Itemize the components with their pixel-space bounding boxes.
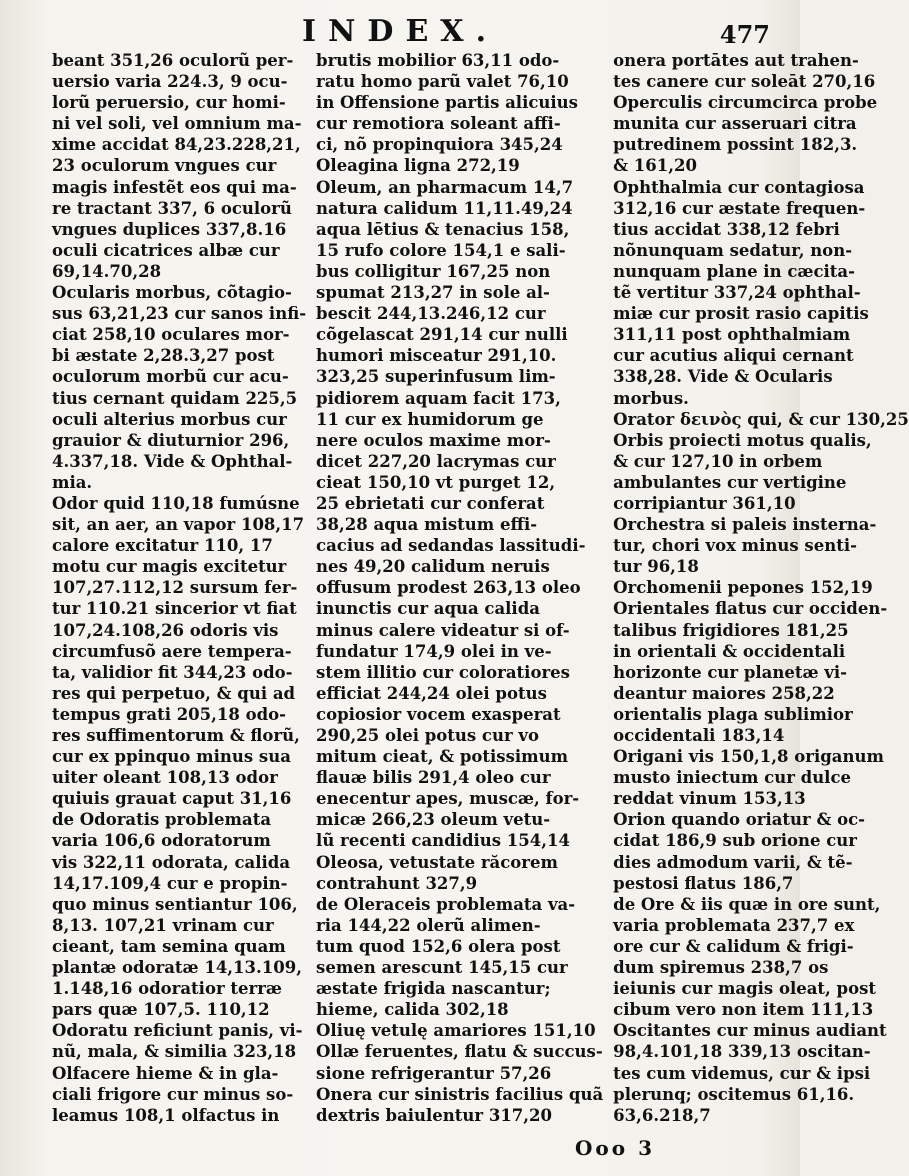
index-entry-line: nunquam plane in cæcita- [613,261,855,281]
index-entry-line: bescit 244,13.246,12 cur [316,304,546,324]
index-entry [613,50,909,92]
index-entry-line: ambulantes cur vertigine [613,472,847,492]
index-entry-line: beant 351,26 oculorũ per- [52,51,294,70]
index-entry-line: pidiorem aquam facit 173, [316,388,561,408]
index-entry-line: spumat 213,27 in sole al- [316,283,550,303]
index-entry-line: ratu homo parũ valet 76,10 [316,72,569,92]
index-entry-line: de Oleraceis problemata va- [316,894,576,914]
index-entry-line: tempus grati 205,18 odo- [52,704,286,724]
index-entry-line: cur ex ppinquo minus sua [52,747,291,767]
index-entry-line: sit, an aer, an vapor 108,17 [52,515,305,535]
index-entry [613,177,909,409]
index-entry-line: lũ recenti candidius 154,14 [316,831,570,851]
index-entry-line: tius accidat 338,12 febri [613,219,840,239]
index-entry-line: sione refrigerantur 57,26 [316,1063,552,1083]
index-entry [613,92,909,176]
index-entry-line: res qui perpetuo, & qui ad [52,683,296,703]
index-entry [52,493,306,1126]
index-entry-line: vngues duplices 337,8.16 [52,219,287,239]
index-entry-line: natura calidum 11,11.49,24 [316,198,573,218]
index-entry [613,746,909,809]
index-entry-line: res suffimentorum & florũ, [52,726,300,745]
index-entry [613,514,909,577]
index-entry-line: 98,4.101,18 339,13 oscitan- [613,1042,871,1062]
index-entry-line: tur 110.21 sincerior vt fiat [52,599,297,619]
index-entry-line: hieme, calida 302,18 [316,1000,509,1020]
index-entry-line: mitum cieat, & potissimum [316,747,569,767]
index-entry-line: horizonte cur planetæ vi- [613,662,847,682]
index-entry-line: talibus frigidiores 181,25 [613,620,849,640]
index-entry-line: æstate frigida nascantur; [316,979,551,999]
index-entry-line: & 161,20 [613,156,697,176]
index-entry-line: pestosi flatus 186,7 [613,873,794,893]
index-entry-line: semen arescunt 145,15 cur [316,958,568,978]
index-entry-line: Origani vis 150,1,8 origanum [613,747,884,767]
index-entry-line: 338,28. Vide & Ocularis [613,367,833,387]
index-entry-line: reddat vinum 153,13 [613,789,806,809]
index-entry-line: leamus 108,1 olfactus in [52,1105,280,1125]
index-entry-line: ta, validior fit 344,23 odo- [52,662,293,682]
index-entry-line: ieiunis cur magis oleat, post [613,979,876,999]
index-entry-line: xime accidat 84,23.228,21, [52,135,301,155]
index-entry-line: 1.148,16 odoratior terræ [52,979,282,999]
index-entry-line: tes cum videmus, cur & ipsi [613,1063,871,1083]
index-entry [613,894,909,1021]
index-entry-line: occidentali 183,14 [613,726,785,745]
index-entry-line: 107,24.108,26 odoris vis [52,620,279,640]
index-entry-line: ciali frigore cur minus so- [52,1084,294,1104]
index-entry-line: nere oculos maxime mor- [316,430,551,450]
index-entry-line: 323,25 superinfusum lim- [316,367,556,387]
index-entry-line: offusum prodest 263,13 oleo [316,578,581,598]
index-entry-line: lorũ peruersio, cur homi- [52,93,286,113]
index-column-middle [316,50,604,1125]
index-entry-line: oculi alterius morbus cur [52,409,287,429]
index-entry-line: Odoratu reficiunt panis, vi- [52,1021,303,1041]
index-entry-line: Orchomenii pepones 152,19 [613,578,873,598]
index-entry-line: pars quæ 107,5. 110,12 [52,1000,270,1020]
index-entry-line: 8,13. 107,21 vrinam cur [52,915,274,935]
index-entry-line: Ollæ feruentes, flatu & succus- [316,1042,603,1062]
index-entry-line: Oleosa, vetustate răcorem [316,852,558,872]
index-entry-line: varia problemata 237,7 ex [613,915,855,935]
index-entry-line: oculi cicatrices albæ cur [52,240,280,260]
index-entry-line: micæ 266,23 oleum vetu- [316,810,551,830]
index-entry-line: tẽ vertitur 337,24 ophthal- [613,283,861,303]
index-entry-line: Onera cur sinistris facilius quã [316,1084,604,1104]
index-entry-line: magis infestẽt eos qui ma- [52,177,297,197]
index-entry-line: Oliuę vetulę amariores 151,10 [316,1021,596,1041]
index-entry-line: in Offensione partis alicuius [316,93,578,113]
index-entry-line: nũ, mala, & similia 323,18 [52,1042,297,1062]
index-entry-line: Orientales flatus cur occiden- [613,599,888,619]
index-entry-line: dum spiremus 238,7 os [613,958,829,978]
index-entry-line: cacius ad sedandas lassitudi- [316,536,586,556]
index-entry-line: quiuis grauat caput 31,16 [52,789,292,809]
index-entry-line: cidat 186,9 sub orione cur [613,831,857,851]
index-entry-line: Orchestra si paleis insterna- [613,515,877,535]
index-entry-line: Odor quid 110,18 fumúsne [52,493,300,513]
index-entry-line: varia 106,6 odoratorum [52,831,271,851]
index-entry-line: bus colligitur 167,25 non [316,261,551,281]
index-entry-line: mia. [52,472,93,492]
index-entry-line: Operculis circumcirca probe [613,93,878,113]
index-entry [316,50,603,155]
index-entry [613,577,909,598]
index-entry-line: Orion quando oriatur & oc- [613,810,865,830]
index-entry-line: 11 cur ex humidorum ge [316,409,544,429]
index-entry-line: 15 rufo colore 154,1 e sali- [316,240,566,260]
index-entry-line: tius cernant quidam 225,5 [52,388,298,408]
index-entry-line: cibum vero non item 111,13 [613,1000,874,1020]
index-entry-line: 312,16 cur æstate frequen- [613,198,866,218]
index-entry-line: dicet 227,20 lacrymas cur [316,451,556,471]
index-column-left [52,50,307,1125]
index-entry-line: miæ cur prosit rasio capitis [613,304,869,324]
index-entry-line: grauior & diuturnior 296, [52,430,290,450]
index-entry-line: Oscitantes cur minus audiant [613,1021,887,1041]
index-entry [316,1020,603,1041]
index-entry [316,155,603,176]
index-entry-line: Ocularis morbus, cõtagio- [52,283,292,303]
index-entry-line: Orbis proiecti motus qualis, [613,430,872,450]
index-entry [316,1084,603,1126]
index-entry-line: sus 63,21,23 cur sanos infi- [52,304,307,324]
index-entry-line: ore cur & calidum & frigi- [613,936,854,956]
index-entry-line: munita cur asseruari citra [613,114,857,134]
index-entry [316,894,603,1021]
index-entry-line: morbus. [613,388,689,408]
index-entry-line: onera portātes aut trahen- [613,51,859,70]
index-entry-line: ria 144,22 olerũ alimen- [316,915,541,935]
index-entry-line: 38,28 aqua mistum effi- [316,515,538,535]
index-entry-line: tes canere cur soleāt 270,16 [613,72,876,92]
index-entry-line: Ophthalmia cur contagiosa [613,177,865,197]
index-entry-line: dextris baiulentur 317,20 [316,1105,552,1125]
index-entry-line: musto iniectum cur dulce [613,768,851,788]
index-entry-line: ci, nõ propinquiora 345,24 [316,135,563,155]
index-entry-line: circumfusõ aere tempera- [52,641,292,661]
index-entry [316,177,603,894]
index-entry-line: contrahunt 327,9 [316,873,478,893]
index-entry-line: vis 322,11 odorata, calida [52,852,291,872]
index-entry-line: inunctis cur aqua calida [316,599,540,619]
index-entry-line: de Odoratis problemata [52,810,272,830]
index-entry-line: deantur maiores 258,22 [613,683,835,703]
index-entry-line: aqua lētius & tenacius 158, [316,219,570,239]
index-entry-line: oculorum morbũ cur acu- [52,367,289,387]
index-entry-line: cõgelascat 291,14 cur nulli [316,325,568,345]
index-entry [613,809,909,893]
index-column-right [613,50,909,1125]
index-entry-line: cieant, tam semina quam [52,936,286,956]
index-entry-line: plerunq; oscitemus 61,16. [613,1084,855,1104]
index-entry-line: flauæ bilis 291,4 oleo cur [316,768,551,788]
index-entry-line: 290,25 olei potus cur vo [316,726,539,745]
index-entry-line: calore excitatur 110, 17 [52,536,273,556]
index-entry-line: efficiat 244,24 olei potus [316,683,547,703]
index-entry-line: tum quod 152,6 olera post [316,936,561,956]
index-entry [52,50,306,282]
index-entry [613,598,909,746]
index-entry-line: motu cur magis excitetur [52,557,287,577]
index-entry-line: Olfacere hieme & in gla- [52,1063,279,1083]
index-entry-line: ciat 258,10 oculares mor- [52,325,290,345]
running-title: INDEX. [301,14,499,49]
page-header [0,10,800,50]
index-entry-line: 311,11 post ophthalmiam [613,325,851,345]
index-entry-line: Oleagina ligna 272,19 [316,156,520,176]
index-entry-line: Orator δεινὸς qui, & cur 130,25 [613,409,909,429]
index-entry-line: uiter oleant 108,13 odor [52,768,278,788]
index-entry-line: 14,17.109,4 cur e propin- [52,873,288,893]
index-entry-line: brutis mobilior 63,11 odo- [316,51,560,70]
index-entry-line: & cur 127,10 in orbem [613,451,823,471]
index-entry-line: nes 49,20 calidum neruis [316,557,550,577]
index-entry [613,1020,909,1125]
index-entry-line: fundatur 174,9 olei in ve- [316,641,552,661]
index-entry-line: minus calere videatur si of- [316,620,570,640]
index-columns [52,50,909,1125]
index-entry-line: 63,6.218,7 [613,1105,711,1125]
index-entry-line: 25 ebrietati cur conferat [316,493,545,513]
index-entry-line: 23 oculorum vngues cur [52,156,277,176]
index-entry-line: orientalis plaga sublimior [613,704,853,724]
index-entry-line: quo minus sentiantur 106, [52,894,298,914]
index-entry [613,430,909,514]
index-entry-line: cur remotiora soleant affi- [316,114,561,134]
index-entry-line: 107,27.112,12 sursum fer- [52,578,298,598]
index-entry-line: tur 96,18 [613,557,699,577]
index-entry-line: cieat 150,10 vt purget 12, [316,472,556,492]
index-entry-line: dies admodum varii, & tẽ- [613,852,853,872]
index-entry-line: uersio varia 224.3, 9 ocu- [52,72,288,92]
index-entry-line: nõnunquam sedatur, non- [613,240,853,260]
index-entry-line: Oleum, an pharmacum 14,7 [316,177,574,197]
index-entry-line: ni vel soli, vel omnium ma- [52,114,302,134]
index-entry-line: 69,14.70,28 [52,261,162,281]
index-entry-line: re tractant 337, 6 oculorũ [52,198,292,218]
index-entry-line: copiosior vocem exasperat [316,704,561,724]
index-entry-line: corripiantur 361,10 [613,493,796,513]
index-entry-line: putredinem possint 182,3. [613,135,858,155]
index-entry [316,1041,603,1083]
index-entry-line: de Ore & iis quæ in ore sunt, [613,894,881,914]
index-entry-line: bi æstate 2,28.3,27 post [52,346,275,366]
index-entry [52,282,306,493]
index-entry-line: humori misceatur 291,10. [316,346,557,366]
index-entry-line: enecentur apes, muscæ, for- [316,789,580,809]
index-entry-line: tur, chori vox minus senti- [613,536,857,556]
index-entry-line: plantæ odoratæ 14,13.109, [52,958,302,978]
index-entry [613,409,909,430]
index-entry-line: in orientali & occidentali [613,641,846,661]
index-entry-line: 4.337,18. Vide & Ophthal- [52,451,293,471]
index-entry-line: stem illitio cur coloratiores [316,662,570,682]
signature-mark: Ooo 3 [575,1136,655,1160]
index-entry-line: cur acutius aliqui cernant [613,346,854,366]
page-number: 477 [719,20,770,49]
